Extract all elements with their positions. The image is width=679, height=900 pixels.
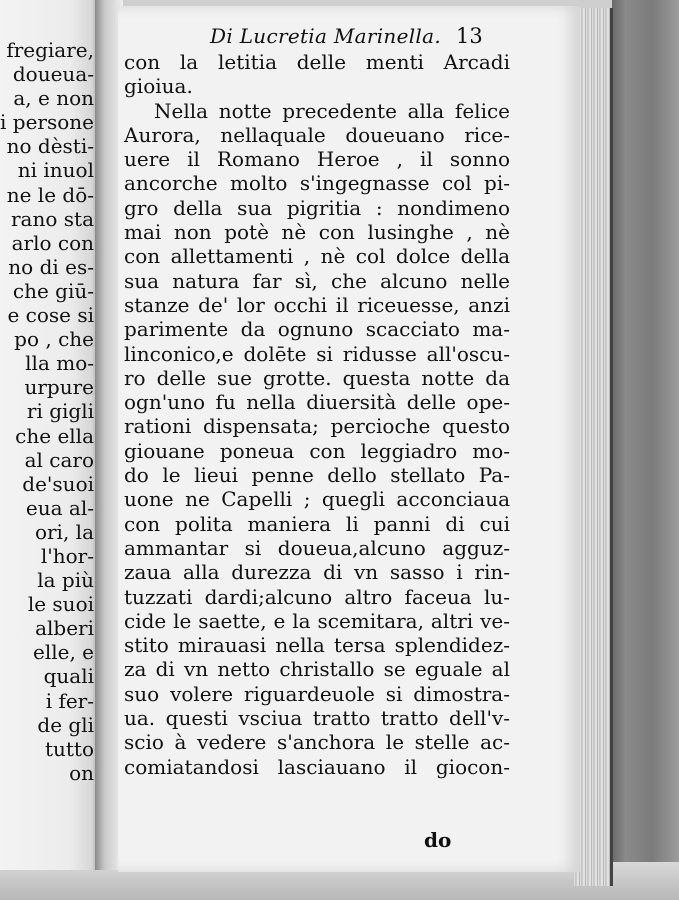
body-line: linconico,e dolēte si ridusse all'oscu-: [124, 341, 510, 366]
facing-page-line: al caro: [24, 447, 94, 472]
facing-page-line: che giū-: [12, 278, 94, 303]
body-line: Nella notte precedente alla felice: [154, 98, 510, 123]
facing-page-line: ri gigli: [26, 399, 94, 424]
facing-page-line: che ella: [15, 423, 94, 448]
facing-page-left: [0, 0, 100, 870]
body-line: con la letitia delle menti Arcadi: [124, 50, 510, 74]
page-number: 13: [456, 24, 483, 48]
body-line: con polita maniera li panni di cui: [124, 511, 510, 536]
facing-page-line: fregiare,: [6, 38, 94, 62]
body-line: ancorche molto s'ingegnasse col pi-: [124, 171, 510, 196]
body-line: giouane poneua con leggiadro mo-: [124, 438, 510, 463]
body-line: ammantar si doueua,alcuno agguz-: [124, 535, 510, 560]
body-line: ua. questi vsciua tratto tratto dell'v-: [124, 706, 510, 731]
body-line: uone ne Capelli ; quegli acconciaua: [124, 487, 510, 512]
facing-page-line: a, e non: [13, 86, 94, 111]
facing-page-line: tutto: [44, 736, 94, 761]
body-line: parimente da ognuno scacciato ma-: [124, 317, 510, 342]
body-line: ro delle sue grotte. questa notte da: [124, 365, 510, 390]
body-line: ogn'uno fu nella diuersità delle ope-: [124, 390, 510, 415]
facing-page-line: de'suoi: [22, 471, 94, 496]
body-line: scio à vedere s'anchora le stelle ac-: [124, 730, 510, 755]
facing-page-line: lla mo-: [25, 351, 94, 376]
body-line: Aurora, nellaquale doueuano rice-: [124, 122, 510, 147]
body-line: za di vn netto christallo se eguale al: [124, 657, 510, 682]
facing-page-line: on: [69, 760, 94, 785]
facing-page-line: i fer-: [45, 688, 94, 713]
body-line: mai non potè nè con lusinghe , nè: [124, 220, 510, 245]
body-text: [124, 50, 510, 779]
body-line: sua natura far sì, che alcuno nelle: [124, 268, 510, 293]
body-line: zaua alla durezza di vn sasso i rin-: [124, 560, 510, 585]
facing-page-line: alberi: [35, 616, 94, 641]
facing-page-line: no dèsti-: [6, 134, 94, 159]
facing-page-line: le suoi: [27, 592, 94, 617]
body-line: stanze de' lor occhi il riceuesse, anzi: [124, 292, 510, 317]
body-line: tuzzati dardi;alcuno altro faceua lu-: [124, 584, 510, 609]
facing-page-line: ori, la: [34, 519, 94, 544]
facing-page-line: no di es-: [8, 254, 94, 279]
facing-page-line: arlo con: [11, 230, 94, 255]
background-right: [612, 0, 679, 900]
body-line: comiatandosi lasciauano il giocon-: [124, 754, 510, 779]
facing-page-line: l'hor-: [40, 543, 94, 568]
body-line: cide le saette, e la scemitara, altri ve-: [124, 608, 510, 633]
facing-page-line: elle, e: [32, 640, 94, 665]
facing-page-line: de gli: [37, 712, 94, 737]
body-line: stito mirauasi nella tersa splendidez-: [124, 633, 510, 658]
body-line: suo volere riguardeuole si dimostra-: [124, 681, 510, 706]
body-line: con allettamenti , nè col dolce della: [124, 244, 510, 269]
facing-page-line: e cose si: [7, 303, 94, 328]
running-head: Di Lucretia Marinella.: [210, 24, 442, 48]
facing-page-line: doueua-: [12, 62, 94, 87]
body-line: do le lieui penne dello stellato Pa-: [124, 463, 510, 488]
facing-page-text: [0, 38, 94, 785]
body-line: gro della sua pigritia : nondimeno: [124, 195, 510, 220]
facing-page-line: i persone: [0, 110, 94, 135]
facing-page-line: urpure: [24, 375, 94, 400]
facing-page-line: quali: [43, 664, 94, 689]
body-line: uere il Romano Heroe , il sonno: [124, 147, 510, 172]
facing-page-line: la più: [37, 568, 94, 593]
facing-page-line: po , che: [14, 327, 94, 352]
catchword: do: [424, 828, 452, 852]
facing-page-line: eua al-: [25, 495, 94, 520]
facing-page-line: rano sta: [11, 206, 94, 231]
facing-page-line: ne le dō-: [6, 182, 94, 207]
body-line: gioiua.: [124, 74, 193, 99]
body-line: rationi dispensata; percioche questo: [124, 414, 510, 439]
facing-page-line: ni inuol: [17, 158, 94, 183]
